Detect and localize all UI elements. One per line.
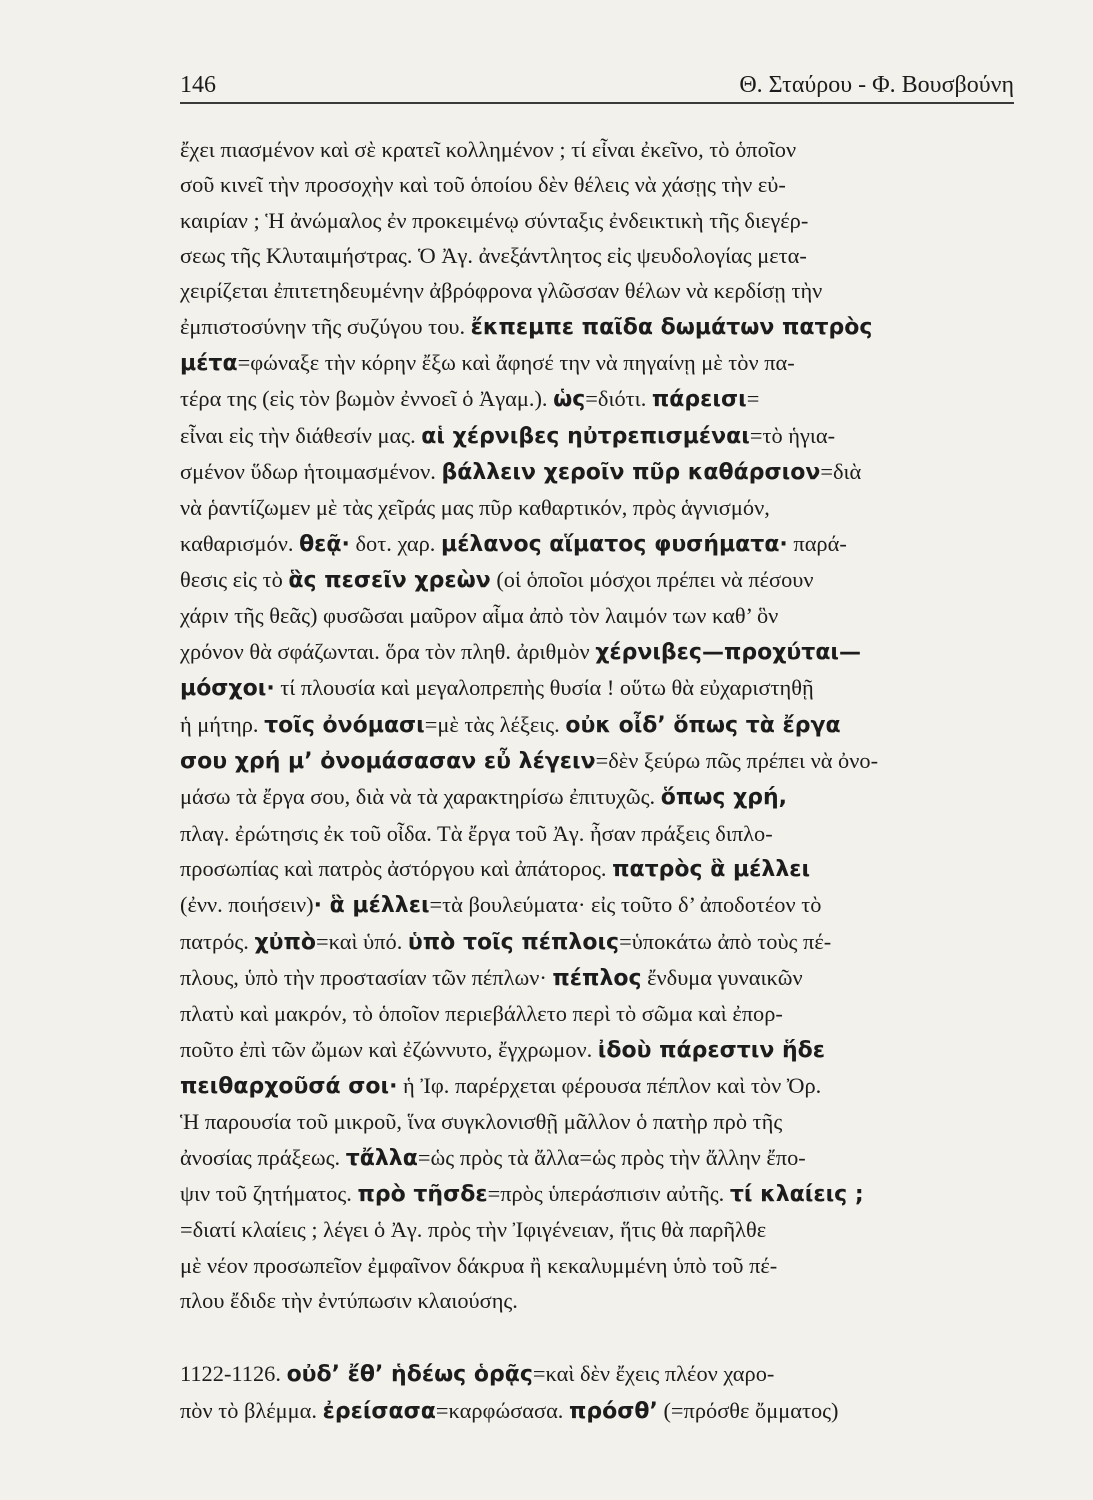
- gloss-text: =καὶ δὲν ἔχεις πλέον χαρο-: [532, 1361, 775, 1387]
- text-line: [180, 454, 1014, 490]
- gloss-text: σμένον ὕδωρ ἡτοιμασμένον.: [180, 459, 442, 485]
- gloss-text: πατρός.: [180, 928, 255, 954]
- text-line: [180, 562, 1014, 598]
- text-line: [180, 345, 1014, 381]
- running-head: Θ. Σταύρου - Φ. Βουσβούνη: [739, 72, 1014, 98]
- gloss-text: =ὡς πρὸς τὰ ἄλλα=ὡς πρὸς τὴν ἄλλην ἔπο-: [417, 1144, 806, 1170]
- text-line: [180, 634, 1014, 670]
- text-line: [180, 1393, 1014, 1429]
- text-line: [180, 887, 1014, 923]
- lemma-text: · ἃ μέλλει: [313, 893, 430, 919]
- commentary-paragraph-lemma-1122: [180, 1356, 1014, 1429]
- gloss-text: μάσω τὰ ἔργα σου, διὰ νὰ τὰ χαρακτηρίσω ἐπιτυχῶς.: [180, 784, 661, 810]
- text-line: [180, 1140, 1014, 1176]
- gloss-text: πλατὺ καὶ μακρόν, τὸ ὁποῖον περιεβάλλετο περὶ τὸ σῶμα καὶ ἐπορ-: [180, 1001, 783, 1027]
- gloss-text: παρά-: [787, 530, 847, 556]
- lemma-text: πάρεισι: [651, 387, 747, 413]
- gloss-text: =διατί κλαίεις ; λέγει ὁ Ἀγ. πρὸς τὴν Ἰφιγένειαν, ἥτις θὰ παρῆλθε: [180, 1217, 767, 1243]
- text-line: [180, 309, 1014, 345]
- text-line: [180, 273, 1014, 308]
- lemma-text: οὐκ οἶδ’ ὅπως τὰ ἔργα: [565, 712, 841, 738]
- page-header: [180, 62, 1014, 104]
- gloss-text: πλους, ὑπὸ τὴν προστασίαν τῶν πέπλων·: [180, 964, 553, 990]
- lemma-text: χέρνιβες—προχύται—: [595, 639, 862, 665]
- text-line: [180, 1248, 1014, 1283]
- lemma-text: ὅπως χρή,: [660, 785, 788, 811]
- lemma-text: ἐρείσασα: [322, 1398, 436, 1424]
- text-line: [180, 490, 1014, 525]
- lemma-text: αἱ χέρνιβες ηὐτρεπισμέναι: [421, 423, 750, 449]
- lemma-text: οὐδ’ ἔθ’ ἡδέως ὁρᾷς: [286, 1362, 533, 1388]
- gloss-text: προσωπίας καὶ πατρὸς ἀστόργου καὶ ἀπάτορος.: [180, 855, 613, 881]
- lemma-text: θεᾷ·: [299, 531, 350, 557]
- gloss-text: =ὑποκάτω ἀπὸ τοὺς πέ-: [619, 928, 832, 954]
- gloss-text: =φώναξε τὴν κόρην ἔξω καὶ ἄφησέ την νὰ πηγαίνῃ μὲ τὸν πα-: [237, 350, 795, 376]
- text-line: [180, 1104, 1014, 1139]
- text-line: [180, 203, 1014, 238]
- text-line: [180, 707, 1014, 743]
- gloss-text: ψιν τοῦ ζητήματος.: [180, 1180, 358, 1206]
- gloss-text: =τὸ ἡγια-: [749, 422, 836, 448]
- text-line: [180, 816, 1014, 851]
- gloss-text: μὲ νέον προσωπεῖον ἐμφαῖνον δάκρυα ἢ κεκαλυμμένη ὑπὸ τοῦ πέ-: [180, 1252, 778, 1278]
- gloss-text: =καρφώσασα.: [435, 1397, 569, 1423]
- gloss-text: =δὲν ξεύρω πῶς πρέπει νὰ ὀνο-: [595, 747, 879, 773]
- gloss-text: χάριν τῆς θεᾶς) φυσῶσαι μαῦρον αἷμα ἀπὸ τὸν λαιμόν των καθ’ ὃν: [180, 603, 779, 629]
- gloss-text: ποῦτο ἐπὶ τῶν ὤμων καὶ ἐζώννυτο, ἔγχρωμον.: [180, 1036, 598, 1062]
- gloss-text: =πρὸς ὑπεράσπισιν αὐτῆς.: [487, 1180, 730, 1206]
- gloss-text: πλαγ. ἐρώτησις ἐκ τοῦ οἶδα. Τὰ ἔργα τοῦ Ἀγ. ἦσαν πράξεις διπλο-: [180, 820, 773, 846]
- lemma-text: μέτα: [180, 351, 238, 377]
- text-line: [180, 1283, 1014, 1318]
- text-line: [180, 1356, 1014, 1392]
- lemma-text: πατρὸς ἃ μέλλει: [612, 856, 811, 882]
- gloss-text: =: [746, 386, 760, 412]
- text-line: [180, 132, 1014, 167]
- text-line: [180, 1032, 1014, 1068]
- lemma-text: πειθαρχοῦσά σοι·: [180, 1073, 398, 1099]
- text-line: [180, 996, 1014, 1031]
- gloss-text: σοῦ κινεῖ τὴν προσοχὴν καὶ τοῦ ὁποίου δὲν θέλεις νὰ χάσῃς τὴν εὐ-: [180, 172, 786, 198]
- text-line: [180, 924, 1014, 960]
- text-line: [180, 1068, 1014, 1104]
- lemma-text: ἰδοὺ πάρεστιν ἥδε: [597, 1037, 826, 1063]
- text-line: [180, 238, 1014, 273]
- gloss-text: τί πλουσία καὶ μεγαλοπρεπὴς θυσία ! οὕτω θὰ εὐχαριστηθῇ: [274, 675, 814, 701]
- gloss-text: ἐμπιστοσύνην τῆς συζύγου του.: [180, 313, 471, 339]
- commentary-body: [180, 132, 1014, 1429]
- gloss-text: 1122-1126.: [180, 1361, 287, 1387]
- gloss-text: (οἱ ὁποῖοι μόσχοι πρέπει νὰ πέσουν: [490, 567, 814, 593]
- text-line: [180, 1176, 1014, 1212]
- lemma-text: πρόσθ’: [569, 1398, 658, 1424]
- commentary-paragraph: [180, 132, 1014, 1318]
- text-line: [180, 851, 1014, 887]
- text-line: [180, 1212, 1014, 1247]
- gloss-text: χρόνον θὰ σφάζωνται. ὅρα τὸν πληθ. ἀριθμὸν: [180, 638, 596, 664]
- gloss-text: ἡ μήτηρ.: [180, 711, 265, 737]
- gloss-text: ἔχει πιασμένον καὶ σὲ κρατεῖ κολλημένον ; τί εἶναι ἐκεῖνο, τὸ ὁποῖον: [180, 137, 797, 162]
- gloss-text: ἡ Ἰφ. παρέρχεται φέρουσα πέπλον καὶ τὸν Ὀρ.: [397, 1072, 822, 1098]
- text-line: [180, 418, 1014, 454]
- text-line: [180, 960, 1014, 996]
- gloss-text: ἔνδυμα γυναικῶν: [641, 964, 803, 990]
- lemma-text: μέλανος αἵματος φυσήματα·: [441, 531, 788, 557]
- gloss-text: Ἡ παρουσία τοῦ μικροῦ, ἵνα συγκλονισθῇ μᾶλλον ὁ πατὴρ πρὸ τῆς: [180, 1109, 783, 1135]
- gloss-text: θεσις εἰς τὸ: [180, 567, 289, 593]
- lemma-text: σου χρή μ’ ὀνομάσασαν εὖ λέγειν: [180, 748, 596, 774]
- lemma-text: πέπλος: [552, 965, 642, 991]
- gloss-text: καιρίαν ; Ἡ ἀνώμαλος ἐν προκειμένῳ σύνταξις ἐνδεικτικὴ τῆς διεγέρ-: [180, 207, 809, 233]
- gloss-text: νὰ ῥαντίζωμεν μὲ τὰς χεῖράς μας πῦρ καθαρτικόν, πρὸς ἁγνισμόν,: [180, 495, 770, 521]
- lemma-text: πρὸ τῆσδε: [357, 1181, 488, 1207]
- text-line: [180, 526, 1014, 562]
- gloss-text: χειρίζεται ἐπιτετηδευμένην ἀβρόφρονα γλῶσσαν θέλων νὰ κερδίσῃ τὴν: [180, 278, 823, 304]
- lemma-text: τἄλλα: [345, 1145, 418, 1171]
- gloss-text: (ἐνν. ποιήσειν): [180, 892, 314, 918]
- text-line: [180, 670, 1014, 706]
- gloss-text: =τὰ βουλεύματα· εἰς τοῦτο δ’ ἀποδοτέον τὸ: [429, 892, 822, 918]
- lemma-text: τί κλαίεις ;: [729, 1181, 864, 1207]
- text-line: [180, 598, 1014, 633]
- lemma-text: ὑπὸ τοῖς πέπλοις: [407, 929, 620, 955]
- gloss-text: εἶναι εἰς τὴν διάθεσίν μας.: [180, 422, 422, 448]
- lemma-text: ὡς: [553, 387, 586, 413]
- gloss-text: =καὶ ὑπό.: [316, 928, 408, 954]
- lemma-text: ἃς πεσεῖν χρεὼν: [288, 568, 491, 594]
- gloss-text: =διὰ: [820, 459, 862, 485]
- lemma-text: μόσχοι·: [180, 676, 275, 702]
- gloss-text: σεως τῆς Κλυταιμήστρας. Ὁ Ἀγ. ἀνεξάντλητος εἰς ψευδολογίας μετα-: [180, 243, 807, 269]
- gloss-text: =μὲ τὰς λέξεις.: [424, 711, 566, 737]
- gloss-text: τέρα της (εἰς τὸν βωμὸν ἐννοεῖ ὁ Ἀγαμ.).: [180, 386, 554, 412]
- lemma-text: χὐπὸ: [254, 929, 317, 955]
- lemma-text: τοῖς ὀνόμασι: [264, 712, 425, 738]
- text-line: [180, 743, 1014, 779]
- lemma-text: ἔκπεμπε παῖδα δωμάτων πατρὸς: [470, 314, 873, 340]
- gloss-text: δοτ. χαρ.: [349, 530, 441, 556]
- gloss-text: =διότι.: [585, 386, 652, 412]
- text-line: [180, 381, 1014, 417]
- gloss-text: καθαρισμόν.: [180, 530, 300, 556]
- text-line: [180, 167, 1014, 202]
- text-line: [180, 779, 1014, 815]
- gloss-text: πὸν τὸ βλέμμα.: [180, 1397, 323, 1423]
- gloss-text: ἀνοσίας πράξεως.: [180, 1144, 346, 1170]
- gloss-text: (=πρόσθε ὄμματος): [657, 1397, 839, 1423]
- page-number: 146: [180, 72, 216, 98]
- lemma-text: βάλλειν χεροῖν πῦρ καθάρσιον: [441, 460, 821, 486]
- gloss-text: πλου ἔδιδε τὴν ἐντύπωσιν κλαιούσης.: [180, 1288, 518, 1313]
